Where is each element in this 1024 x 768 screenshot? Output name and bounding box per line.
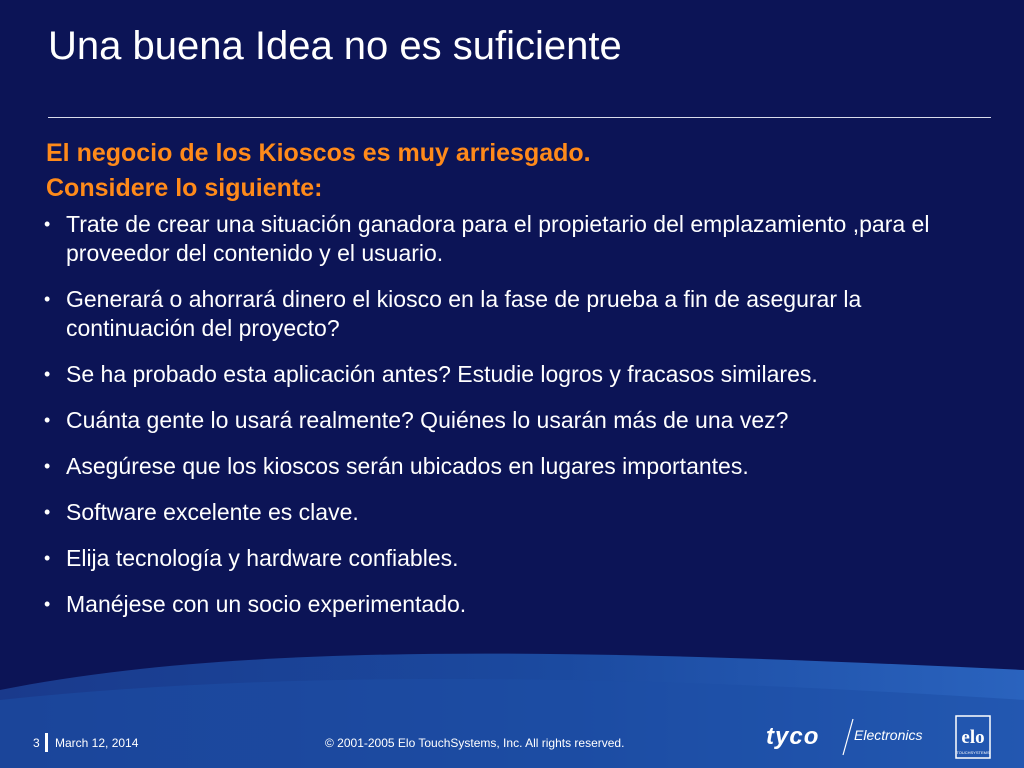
bullet-marker: • <box>44 594 51 614</box>
page-number: 3 <box>33 736 40 750</box>
bullet-item <box>44 406 984 435</box>
page-divider <box>45 733 48 752</box>
bullet-item <box>44 590 984 619</box>
bullet-marker: • <box>44 456 51 476</box>
bullet-text: Cuánta gente lo usará realmente? Quiénes lo usarán más de una vez? <box>66 407 789 433</box>
bullet-text: Se ha probado esta aplicación antes? Estudie logros y fracasos similares. <box>66 361 818 387</box>
svg-text:elo: elo <box>961 727 985 748</box>
bullet-text: Asegúrese que los kioscos serán ubicados en lugares importantes. <box>66 453 749 479</box>
title-divider <box>48 117 991 118</box>
bullet-item <box>44 498 984 527</box>
bullet-marker: • <box>44 410 51 430</box>
logo-slash-icon <box>841 718 855 756</box>
subheading-risk: El negocio de los Kioscos es muy arriesgado. <box>46 139 591 167</box>
bullet-item <box>44 210 984 268</box>
bullet-item <box>44 360 984 389</box>
slide-title: Una buena Idea no es suficiente <box>48 24 622 68</box>
bullet-marker: • <box>44 548 51 568</box>
bullet-marker: • <box>44 289 51 309</box>
svg-text:TOUCHSYSTEMS: TOUCHSYSTEMS <box>956 750 990 755</box>
copyright-notice: © 2001-2005 Elo TouchSystems, Inc. All rights reserved. <box>325 736 625 750</box>
bullet-marker: • <box>44 502 51 522</box>
slide-footer <box>0 712 1024 768</box>
footer-date: March 12, 2014 <box>55 736 139 750</box>
bullet-marker: • <box>44 214 51 234</box>
bullet-item <box>44 544 984 573</box>
bullet-text: Trate de crear una situación ganadora para el propietario del emplazamiento ,para el proveedor del contenido y el usuario. <box>66 211 930 266</box>
bullet-text: Manéjese con un socio experimentado. <box>66 591 467 617</box>
tyco-wordmark: tyco <box>766 723 820 750</box>
bullet-item <box>44 452 984 481</box>
tyco-electronics-logo <box>766 716 936 758</box>
elo-logo <box>955 715 991 759</box>
bullet-text: Software excelente es clave. <box>66 499 359 525</box>
bullet-marker: • <box>44 364 51 384</box>
bullet-text: Generará o ahorrará dinero el kiosco en la fase de prueba a fin de asegurar la continuación del proyecto? <box>66 286 862 341</box>
bullet-text: Elija tecnología y hardware confiables. <box>66 545 459 571</box>
subheading-consider: Considere lo siguiente: <box>46 174 323 202</box>
bullet-list <box>44 210 984 636</box>
bullet-item <box>44 285 984 343</box>
tyco-subtitle: Electronics <box>854 727 923 743</box>
